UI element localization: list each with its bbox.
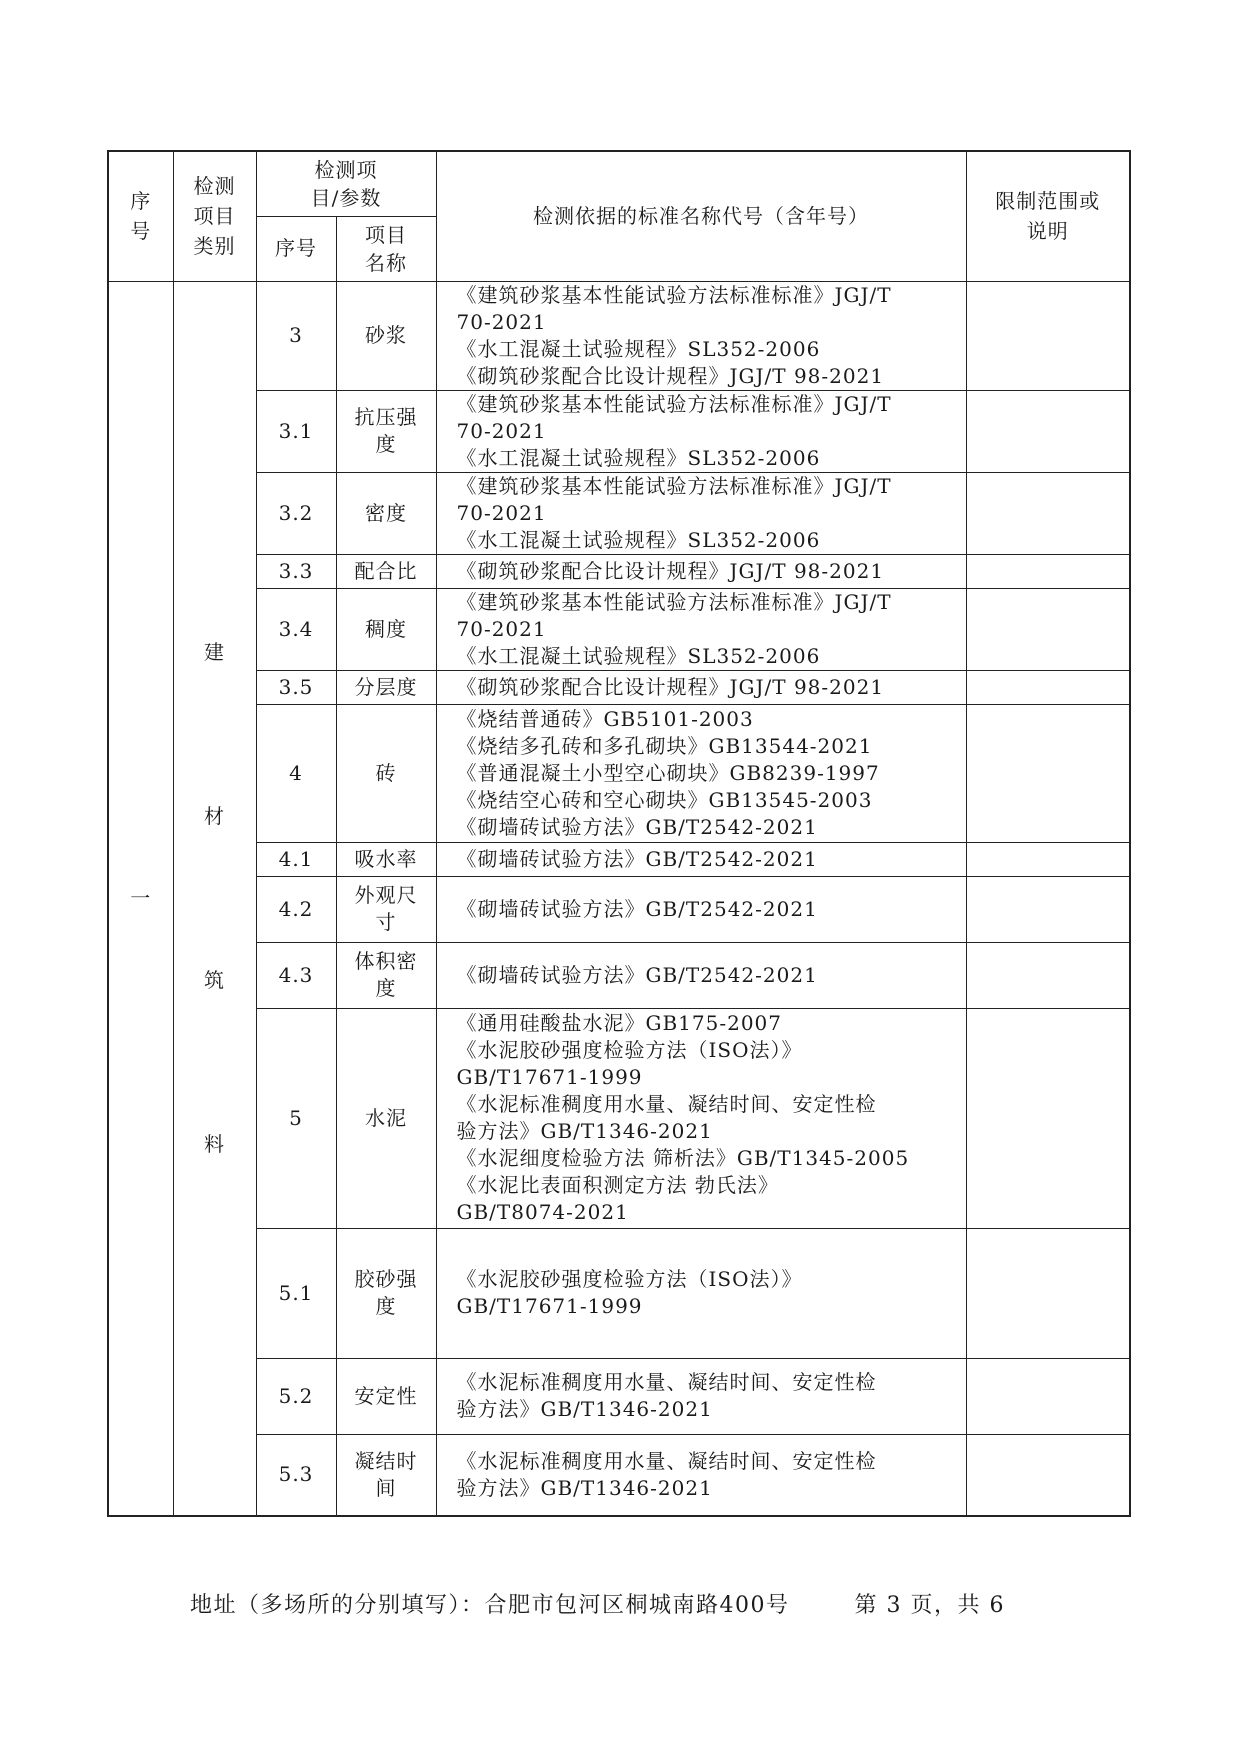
standard-line: 《普通混凝土小型空心砌块》GB8239-1997 — [456, 760, 880, 785]
param-seq: 3.3 — [256, 554, 336, 588]
standard-line: 《建筑砂浆基本性能试验方法标准标准》JGJ/T — [456, 589, 892, 614]
param-name: 体积密度 — [336, 942, 436, 1008]
standard-line: 《水泥标准稠度用水量、凝结时间、安定性检 — [456, 1448, 877, 1473]
param-seq: 5.1 — [256, 1228, 336, 1358]
standard-line: 70-2021 — [456, 418, 547, 443]
standard-cell — [436, 472, 966, 554]
standard-line: 《水泥标准稠度用水量、凝结时间、安定性检 — [456, 1092, 877, 1116]
standard-line: 《水工混凝土试验规程》SL352-2006 — [456, 527, 821, 552]
standard-line: 验方法》GB/T1346-2021 — [456, 1475, 713, 1500]
param-seq: 4.2 — [256, 876, 336, 942]
standard-cell — [436, 942, 966, 1008]
limit-cell — [966, 704, 1130, 842]
limit-cell — [966, 1228, 1130, 1358]
table-row — [108, 1008, 1130, 1228]
standard-line: 70-2021 — [456, 309, 547, 334]
param-name: 砖 — [336, 704, 436, 842]
param-seq: 4.1 — [256, 842, 336, 876]
param-name: 稠度 — [336, 588, 436, 670]
param-seq: 5 — [256, 1008, 336, 1228]
table-row — [108, 472, 1130, 554]
param-seq: 5.3 — [256, 1434, 336, 1516]
standard-line: 《砌筑砂浆配合比设计规程》JGJ/T 98-2021 — [456, 558, 885, 583]
param-name: 密度 — [336, 472, 436, 554]
param-seq: 3.1 — [256, 390, 336, 472]
header-standard: 检测依据的标准名称代号（含年号） — [436, 151, 966, 281]
standard-line: 《烧结多孔砖和多孔砌块》GB13544-2021 — [456, 733, 873, 758]
standard-line: 《砌墙砖试验方法》GB/T2542-2021 — [456, 896, 818, 921]
param-seq: 3.2 — [256, 472, 336, 554]
category-char: 材 — [204, 804, 225, 829]
category-char: 料 — [204, 1132, 225, 1157]
group-seq: 一 — [108, 281, 173, 1516]
standard-line: 《砌墙砖试验方法》GB/T2542-2021 — [456, 846, 818, 871]
standard-line: 70-2021 — [456, 500, 547, 525]
header-param-group: 检测项目/参数 — [256, 151, 436, 216]
table-row — [108, 842, 1130, 876]
standard-line: 《水泥细度检验方法 筛析法》GB/T1345-2005 — [456, 1146, 910, 1170]
param-seq: 3 — [256, 281, 336, 390]
standard-line: 《烧结普通砖》GB5101-2003 — [456, 706, 754, 731]
param-name: 外观尺寸 — [336, 876, 436, 942]
param-seq: 5.2 — [256, 1358, 336, 1434]
param-name: 吸水率 — [336, 842, 436, 876]
limit-cell — [966, 876, 1130, 942]
table-row — [108, 281, 1130, 390]
limit-cell — [966, 1434, 1130, 1516]
param-name: 砂浆 — [336, 281, 436, 390]
standard-line: 《砌筑砂浆配合比设计规程》JGJ/T 98-2021 — [456, 674, 885, 699]
group-category — [173, 281, 256, 1516]
limit-cell — [966, 1358, 1130, 1434]
standard-line: 《建筑砂浆基本性能试验方法标准标准》JGJ/T — [456, 391, 892, 416]
limit-cell — [966, 1008, 1130, 1228]
table-row — [108, 670, 1130, 704]
standard-cell — [436, 670, 966, 704]
standard-cell — [436, 1008, 966, 1228]
limit-cell — [966, 942, 1130, 1008]
limit-cell — [966, 554, 1130, 588]
standard-cell — [436, 554, 966, 588]
param-seq: 3.4 — [256, 588, 336, 670]
param-name: 抗压强度 — [336, 390, 436, 472]
header-category: 检测项目类别 — [173, 151, 256, 281]
table-row — [108, 1358, 1130, 1434]
standard-cell — [436, 1358, 966, 1434]
standard-line: GB/T17671-1999 — [456, 1294, 643, 1318]
param-name: 胶砂强度 — [336, 1228, 436, 1358]
standard-line: GB/T17671-1999 — [456, 1065, 643, 1089]
param-name: 凝结时间 — [336, 1434, 436, 1516]
table-row — [108, 704, 1130, 842]
table-row — [108, 942, 1130, 1008]
standard-line: 《砌墙砖试验方法》GB/T2542-2021 — [456, 962, 818, 987]
limit-cell — [966, 281, 1130, 390]
param-name: 分层度 — [336, 670, 436, 704]
standard-line: 验方法》GB/T1346-2021 — [456, 1119, 713, 1143]
header-param-name: 项目名称 — [336, 216, 436, 281]
standard-line: 《水泥标准稠度用水量、凝结时间、安定性检 — [456, 1370, 877, 1394]
limit-cell — [966, 842, 1130, 876]
table-row — [108, 1228, 1130, 1358]
param-name: 水泥 — [336, 1008, 436, 1228]
table-row — [108, 876, 1130, 942]
param-name: 配合比 — [336, 554, 436, 588]
header-limit: 限制范围或说明 — [966, 151, 1130, 281]
standard-line: 《水泥比表面积测定方法 勃氏法》 — [456, 1173, 779, 1197]
standard-line: 70-2021 — [456, 616, 547, 641]
standard-line: 《建筑砂浆基本性能试验方法标准标准》JGJ/T — [456, 473, 892, 498]
limit-cell — [966, 670, 1130, 704]
param-seq: 4 — [256, 704, 336, 842]
standard-line: 《建筑砂浆基本性能试验方法标准标准》JGJ/T — [456, 282, 892, 307]
footer-page: 第 3 页，共 6 — [854, 1593, 1005, 1618]
footer-address: 地址（多场所的分别填写）：合肥市包河区桐城南路400号 — [190, 1593, 790, 1618]
standard-cell — [436, 842, 966, 876]
header-param-seq: 序号 — [256, 216, 336, 281]
standard-cell — [436, 876, 966, 942]
standard-line: 《砌筑砂浆配合比设计规程》JGJ/T 98-2021 — [456, 363, 885, 388]
table-row — [108, 1434, 1130, 1516]
standards-table — [107, 150, 1131, 1517]
limit-cell — [966, 472, 1130, 554]
table-body — [108, 151, 1130, 1516]
standard-line: 验方法》GB/T1346-2021 — [456, 1397, 713, 1421]
standard-line: 《水工混凝土试验规程》SL352-2006 — [456, 336, 821, 361]
standard-cell — [436, 1228, 966, 1358]
param-seq: 3.5 — [256, 670, 336, 704]
category-char: 筑 — [204, 968, 225, 993]
standard-cell — [436, 1434, 966, 1516]
standard-line: 《水工混凝土试验规程》SL352-2006 — [456, 643, 821, 668]
table-row — [108, 390, 1130, 472]
param-seq: 4.3 — [256, 942, 336, 1008]
limit-cell — [966, 588, 1130, 670]
param-name: 安定性 — [336, 1358, 436, 1434]
standard-cell — [436, 281, 966, 390]
standard-line: 《水泥胶砂强度检验方法（ISO法）》 — [456, 1038, 803, 1062]
standard-cell — [436, 704, 966, 842]
standard-line: 《烧结空心砖和空心砌块》GB13545-2003 — [456, 787, 873, 812]
limit-cell — [966, 390, 1130, 472]
header-seq: 序号 — [108, 151, 173, 281]
footer — [190, 1588, 1005, 1619]
table-row — [108, 554, 1130, 588]
standard-line: GB/T8074-2021 — [456, 1200, 629, 1224]
standard-cell — [436, 588, 966, 670]
category-char: 建 — [204, 640, 225, 665]
standard-line: 《水工混凝土试验规程》SL352-2006 — [456, 445, 821, 470]
standard-line: 《水泥胶砂强度检验方法（ISO法）》 — [456, 1267, 803, 1291]
standard-line: 《砌墙砖试验方法》GB/T2542-2021 — [456, 814, 818, 839]
table-row — [108, 588, 1130, 670]
standard-cell — [436, 390, 966, 472]
standard-line: 《通用硅酸盐水泥》GB175-2007 — [456, 1011, 783, 1035]
